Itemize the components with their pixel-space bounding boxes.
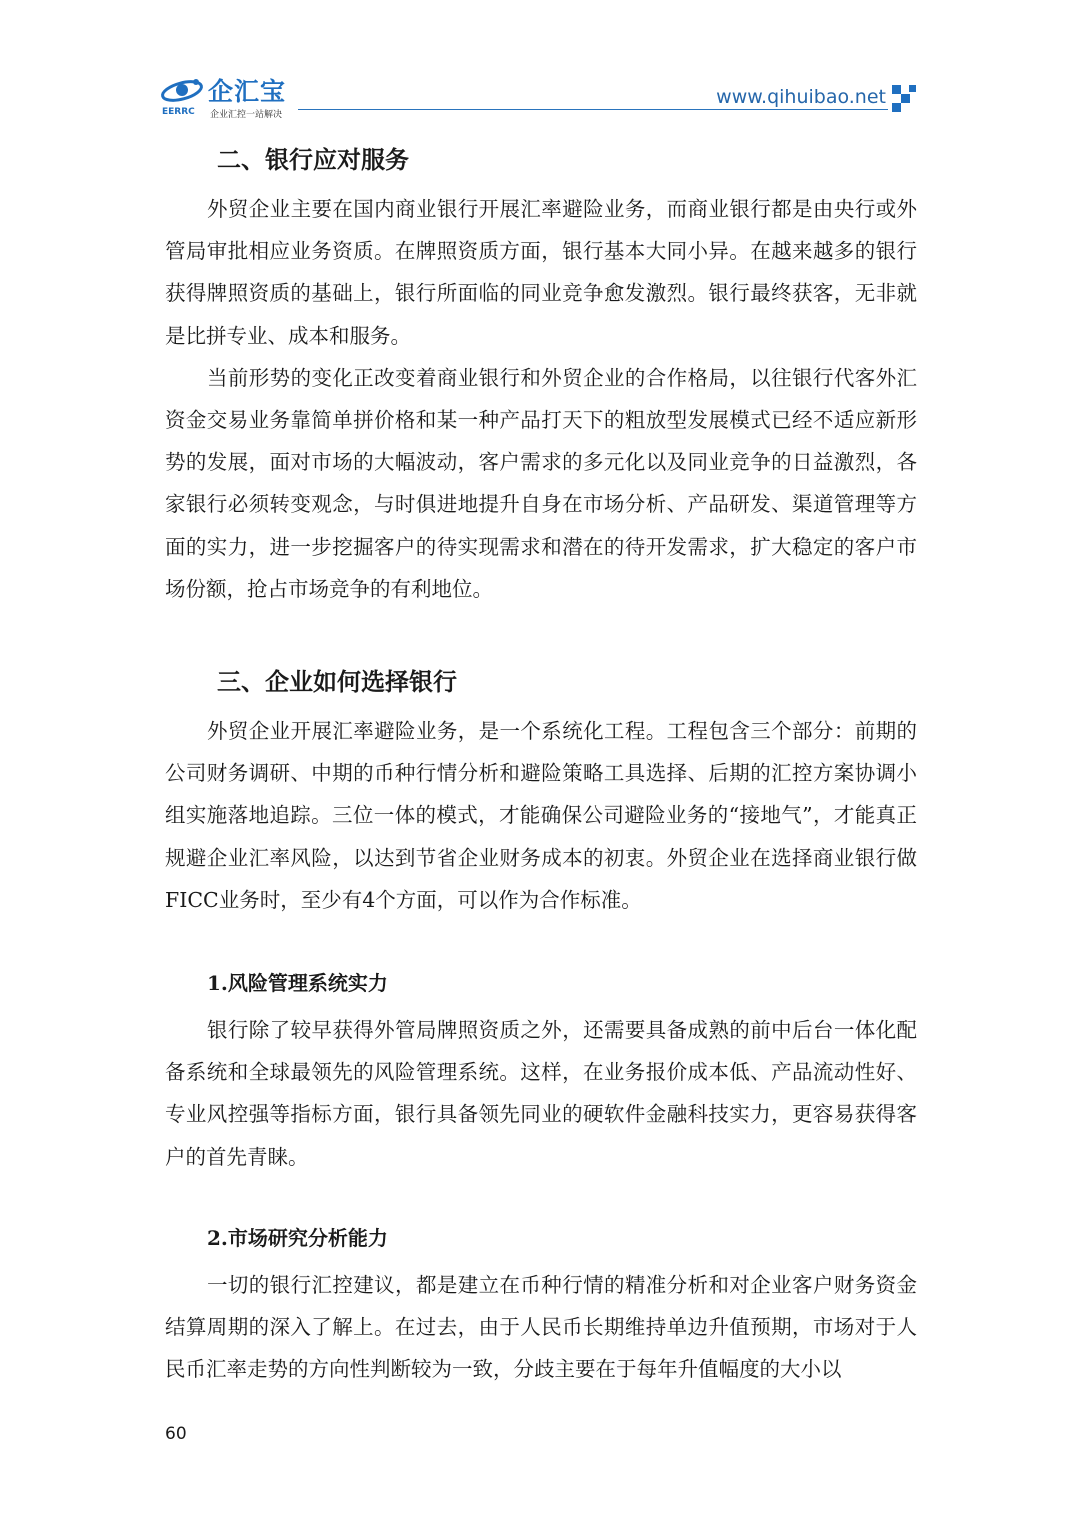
- section-heading-bank-services: 二、银行应对服务: [217, 145, 409, 174]
- subheading-risk-management: 1.风险管理系统实力: [207, 971, 388, 996]
- subheading-market-research: 2.市场研究分析能力: [207, 1225, 388, 1250]
- logo-abbreviation: EERRC: [162, 107, 195, 117]
- paragraph: 一切的银行汇控建议，都是建立在币种行情的精准分析和对企业客户财务资金结算周期的深入了解上。在过去，由于人民币长期维持单边升值预期，市场对于人民币汇率走势的方向性判断较为一致，分歧主要在于每年升值幅度的大小以: [165, 1272, 917, 1382]
- section-heading-choose-bank: 三、企业如何选择银行: [217, 667, 457, 697]
- orbit-logo-icon: [160, 76, 204, 104]
- paragraph: 当前形势的变化正改变着商业银行和外贸企业的合作格局，以往银行代客外汇资金交易业务靠简单拼价格和某一种产品打天下的粗放型发展模式已经不适应新形势的发展，面对市场的大幅波动，客户需求的多元化以及同业竞争的日益激烈，各家银行必须转变观念，与时俱进地提升自身在市场分析、产品研发、渠道管理等方面的实力，进一步挖掘客户的待实现需求和潜在的待开发需求，扩大稳定的客户市场份额，抢占市场竞争的有利地位。: [165, 365, 917, 601]
- website-url: www.qihuibao.net: [716, 86, 886, 108]
- logo-tagline: 企业汇控一站解决: [210, 110, 283, 120]
- paragraph: 外贸企业开展汇率避险业务，是一个系统化工程。工程包含三个部分：前期的公司财务调研、中期的币种行情分析和避险策略工具选择、后期的汇控方案协调小组实施落地追踪。三位一体的模式，才能确保公司避险业务的“接地气”，才能真正规避企业汇率风险，以达到节省企业财务成本的初衷。外贸企业在选择商业银行做FICC业务时，至少有4个方面，可以作为合作标准。: [165, 719, 917, 912]
- page-header: [0, 0, 1080, 130]
- paragraph: 外贸企业主要在国内商业银行开展汇率避险业务，而商业银行都是由央行或外管局审批相应业务资质。在牌照资质方面，银行基本大同小异。在越来越多的银行获得牌照资质的基础上，银行所面临的同业竞争愈发激烈。银行最终获客，无非就是比拼专业、成本和服务。: [165, 197, 917, 348]
- paragraph: 银行除了较早获得外管局牌照资质之外，还需要具备成熟的前中后台一体化配备系统和全球最领先的风险管理系统。这样，在业务报价成本低、产品流动性好、专业风控强等指标方面，银行具备领先同业的硬软件金融科技实力，更容易获得客户的首先青睐。: [165, 1018, 917, 1169]
- company-logo: [160, 72, 300, 122]
- header-divider: [298, 109, 888, 110]
- page-content: [165, 140, 917, 1390]
- page-number: 60: [165, 1424, 187, 1444]
- logo-name: 企汇宝: [208, 77, 287, 106]
- squares-decoration-icon: [892, 85, 918, 113]
